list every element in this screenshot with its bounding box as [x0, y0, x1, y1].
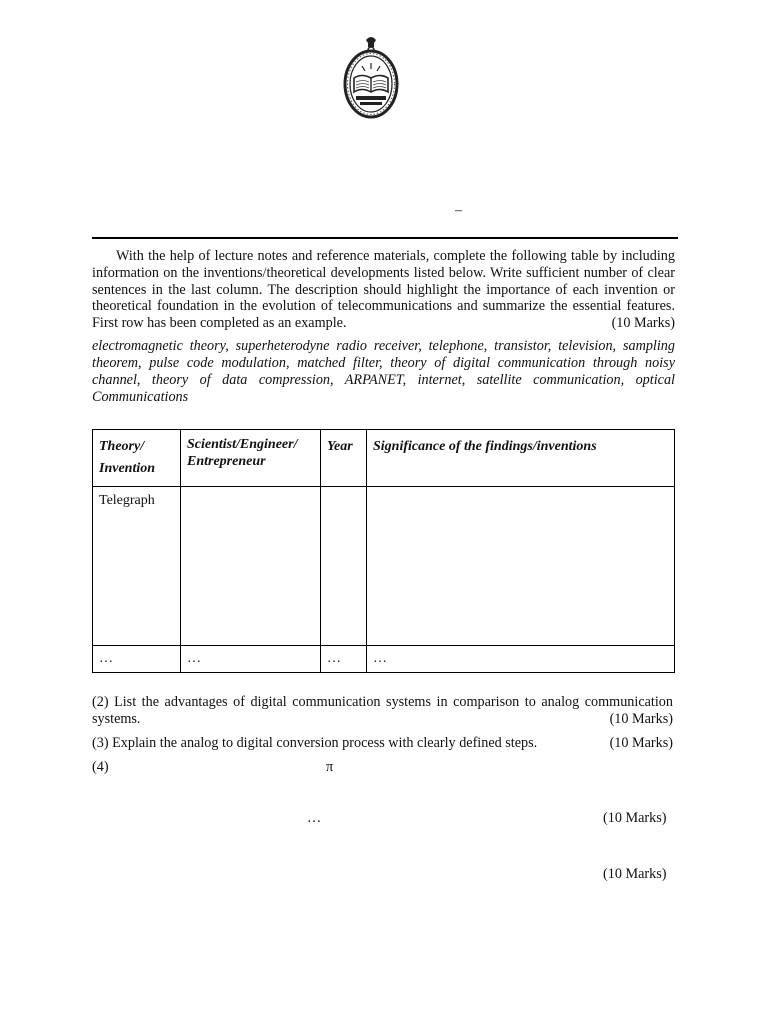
- cell-significance[interactable]: [367, 487, 675, 646]
- cell-year[interactable]: [321, 487, 367, 646]
- cell-ellipsis: …: [93, 646, 181, 673]
- instructions-paragraph: [92, 248, 675, 332]
- table-row: [93, 646, 675, 673]
- header-significance: Significance of the findings/inventions: [367, 430, 675, 487]
- horizontal-rule: [92, 237, 678, 239]
- inventions-table: [92, 429, 675, 673]
- instructions-marks: (10 Marks): [611, 315, 675, 332]
- header-dash: –: [455, 203, 462, 218]
- question-4-marks: (10 Marks): [603, 810, 667, 826]
- topics-list: electromagnetic theory, superheterodyne radio receiver, telephone, transistor, television, sampling theorem, pulse code modulation, matched filter, theory of digital communication through noisy channel, theory of data compression, ARPANET, internet, satellite communication, optical Communications: [92, 338, 675, 405]
- header-theory-invention: Theory/ Invention: [93, 430, 181, 487]
- question-5-marks: (10 Marks): [603, 866, 667, 882]
- question-4-label: (4): [92, 759, 109, 775]
- question-2: [92, 694, 673, 728]
- question-2-marks: (10 Marks): [609, 710, 673, 727]
- question-4-ellipsis: …: [307, 810, 322, 826]
- cell-ellipsis: …: [181, 646, 321, 673]
- table-header-row: [93, 430, 675, 487]
- pi-symbol: π: [326, 759, 334, 775]
- question-3-marks: (10 Marks): [609, 735, 673, 751]
- university-crest-logo: [342, 34, 400, 124]
- cell-scientist[interactable]: [181, 487, 321, 646]
- table-row: [93, 487, 675, 646]
- cell-ellipsis: …: [321, 646, 367, 673]
- question-3-text: (3) Explain the analog to digital conversion process with clearly defined steps.: [92, 735, 538, 751]
- question-3: [92, 735, 673, 752]
- cell-ellipsis: …: [367, 646, 675, 673]
- header-scientist: Scientist/Engineer/ Entrepreneur: [181, 430, 321, 487]
- header-year: Year: [321, 430, 367, 487]
- cell-invention: Telegraph: [93, 487, 181, 646]
- question-2-text: (2) List the advantages of digital communication systems in comparison to analog communication systems.: [92, 694, 673, 727]
- instructions-text: With the help of lecture notes and reference materials, complete the following table by including information on the inventions/theoretical developments listed below. Write sufficient number of clear sentences in the last column. The description should highlight the importance of each invention or theoretical foundation in the evolution of telecommunications and summarize the essential features. First row has been completed as an example.: [92, 248, 675, 332]
